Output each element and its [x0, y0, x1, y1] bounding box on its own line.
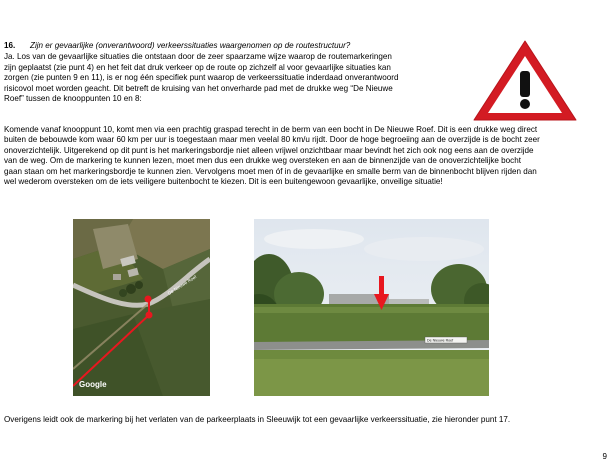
intro-line: zorgen (zie punten 9 en 11), is er nog één specifiek punt waarop de verkeerssituatie inderdaad onverantwoord [4, 73, 399, 83]
intro-line: zijn geplaatst (zie punt 4) en het feit dat druk verkeer op de route op zichzelf al voor gevaarlijke situaties kan [4, 62, 391, 72]
intro-line: Ja. Los van de gevaarlijke situaties die ontstaan door de zeer spaarzame wijze waarop de routemarkeringen [4, 52, 392, 61]
intro-line: Roef” tussen de knooppunten 10 en 8: [4, 94, 142, 104]
section-question: Zijn er gevaarlijke (onverantwoord) verkeerssituaties waargenomen op de routestructuur? [30, 41, 351, 50]
section-number: 16. [4, 41, 16, 50]
closing-paragraph: Overigens leidt ook de markering bij het verlaten van de parkeerplaats in Sleeuwijk tot een gevaarlijke verkeerssituatie, zie hieronder punt 17. [4, 415, 511, 424]
paragraph-line: onoverzichtelijk. Uitgerekend op dit punt is het markeringsbordje niet alleen vrijwel onzichtbaar maar bevindt het zich ook nog eens aan de overzijde [4, 145, 534, 155]
paragraph-line: gaan staan om het markeringsbordje te kunnen zien. Vervolgens moet men óf in de gevaarlijke en smalle berm van de binnenbocht blijven rijden dan [4, 166, 537, 176]
map-road-label: De Nieuwe Roef [166, 274, 198, 296]
intro-paragraph [4, 52, 459, 105]
situation-paragraph [4, 125, 609, 187]
section-heading [4, 41, 464, 52]
intro-line: risicovol moet worden geacht. Dit betreft de kruising van het onverharde pad met de drukke weg “De Nieuwe [4, 83, 393, 93]
road-photo-image [254, 219, 489, 396]
paragraph-line: wel wederom oversteken om de iets veiligere buitenbocht te kiezen. Dit is een buitengewoon gevaarlijke, onveilige situatie! [4, 177, 443, 187]
paragraph-line: van de weg. Om de markering te kunnen lezen, moet men dus een drukke weg oversteken en aan de binnenzijde van de onoverzichtelijke bocht [4, 156, 521, 166]
paragraph-line: Komende vanaf knooppunt 10, komt men via een prachtig graspad terecht in de berm van een bocht in De Nieuwe Roef. Dit is een drukke weg direct [4, 125, 538, 134]
warning-sign-icon [470, 36, 580, 124]
page-number: 9 [602, 452, 607, 461]
map-watermark: Google [79, 380, 107, 389]
paragraph-line: buiten de bebouwde kom waar 60 km per uur is toegestaan maar men veelal 80 km/u rijdt. Door de hoge begroeiing aan de overzijde is de bocht zeer [4, 135, 540, 145]
satellite-map-image [73, 219, 210, 396]
photo-sign-text: De Nieuwe Roef [427, 338, 454, 343]
